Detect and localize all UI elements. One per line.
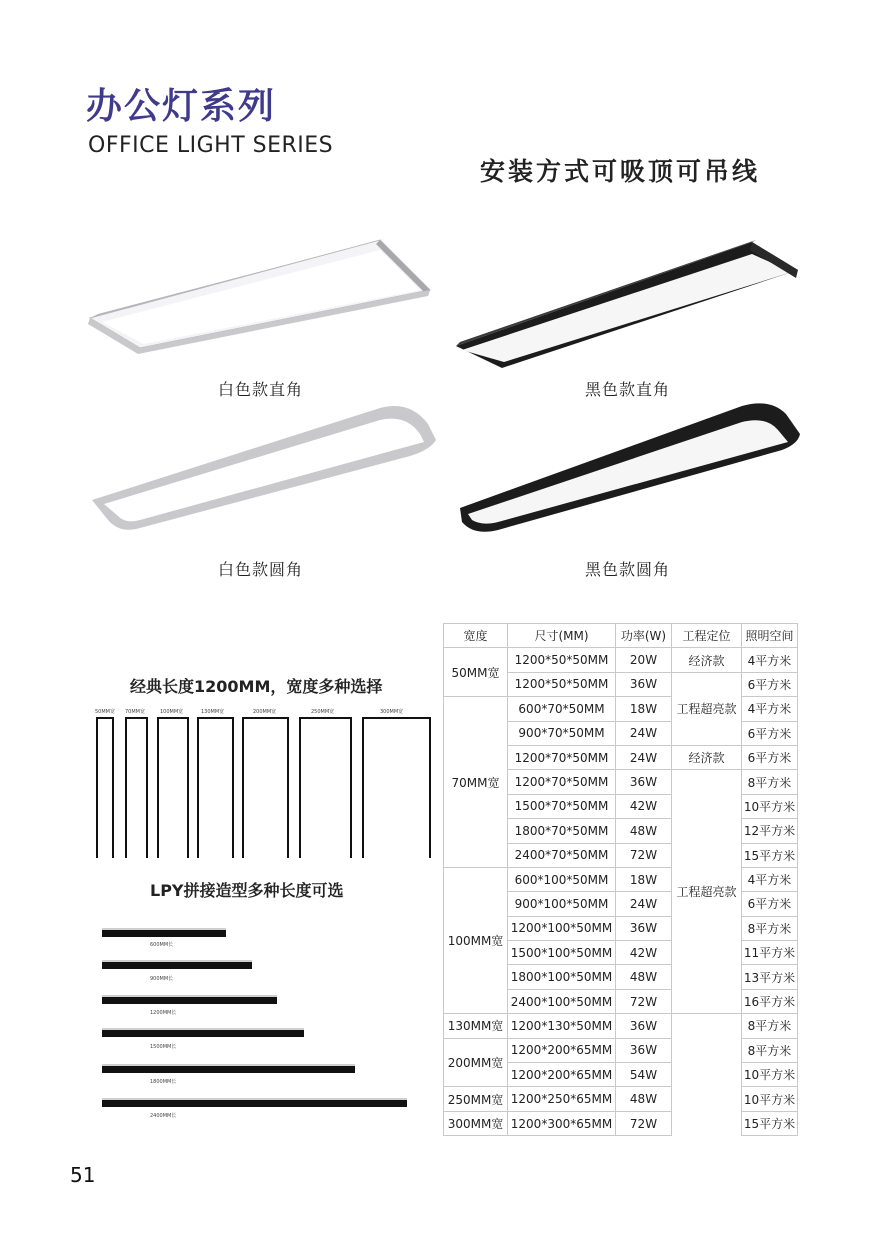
- bar-2400: [102, 1100, 407, 1107]
- page-number: 51: [70, 1163, 96, 1187]
- space-cell: 6平方米: [742, 721, 798, 745]
- size-cell: 600*100*50MM: [508, 867, 616, 891]
- position-cell: 工程超亮款: [672, 770, 742, 1014]
- profile-70: [126, 718, 147, 858]
- size-cell: 1200*50*50MM: [508, 648, 616, 672]
- space-cell: 8平方米: [742, 916, 798, 940]
- table-header-row: [444, 624, 798, 648]
- position-cell-empty: [672, 1014, 742, 1136]
- length-label: 1200MM长: [150, 1010, 177, 1016]
- black-square-light-image: [452, 230, 812, 370]
- size-cell: 1500*100*50MM: [508, 941, 616, 965]
- width-profiles: [95, 708, 435, 858]
- power-cell: 72W: [616, 843, 672, 867]
- white-square-light-image: [80, 230, 440, 360]
- bar-600: [102, 930, 226, 937]
- header-position: 工程定位: [672, 624, 742, 648]
- size-cell: 1200*300*65MM: [508, 1111, 616, 1135]
- header-space: 照明空间: [742, 624, 798, 648]
- power-cell: 24W: [616, 721, 672, 745]
- bar-1200: [102, 997, 277, 1004]
- table-row: [444, 1014, 798, 1038]
- size-cell: 2400*70*50MM: [508, 843, 616, 867]
- space-cell: 12平方米: [742, 819, 798, 843]
- power-cell: 54W: [616, 1063, 672, 1087]
- size-cell: 2400*100*50MM: [508, 989, 616, 1013]
- header-power: 功率(W): [616, 624, 672, 648]
- position-cell: 工程超亮款: [672, 672, 742, 745]
- space-cell: 8平方米: [742, 1014, 798, 1038]
- space-cell: 13平方米: [742, 965, 798, 989]
- power-cell: 36W: [616, 672, 672, 696]
- table-row: [444, 867, 798, 891]
- size-cell: 900*100*50MM: [508, 892, 616, 916]
- length-label: 900MM长: [150, 976, 174, 982]
- header-size: 尺寸(MM): [508, 624, 616, 648]
- bar-900: [102, 962, 252, 969]
- space-cell: 16平方米: [742, 989, 798, 1013]
- page-title: 办公灯系列: [86, 86, 277, 127]
- space-cell: 6平方米: [742, 892, 798, 916]
- table-row: [444, 697, 798, 721]
- space-cell: 10平方米: [742, 1087, 798, 1111]
- width-label: 300MM宽: [380, 709, 404, 715]
- size-cell: 600*70*50MM: [508, 697, 616, 721]
- size-cell: 1200*200*65MM: [508, 1038, 616, 1062]
- size-cell: 1200*70*50MM: [508, 770, 616, 794]
- space-cell: 15平方米: [742, 843, 798, 867]
- power-cell: 42W: [616, 794, 672, 818]
- size-cell: 1200*50*50MM: [508, 672, 616, 696]
- power-cell: 36W: [616, 1014, 672, 1038]
- profile-200: [243, 718, 288, 858]
- table-row: [444, 1087, 798, 1111]
- product-caption-white-square: 白色款直角: [218, 380, 304, 399]
- profile-300: [363, 718, 430, 858]
- group-cell: 70MM宽: [444, 697, 508, 868]
- page-subtitle: OFFICE LIGHT SERIES: [88, 133, 334, 158]
- space-cell: 4平方米: [742, 867, 798, 891]
- power-cell: 48W: [616, 819, 672, 843]
- product-caption-white-round: 白色款圆角: [218, 560, 304, 579]
- position-cell: 经济款: [672, 745, 742, 769]
- group-cell: 130MM宽: [444, 1014, 508, 1038]
- space-cell: 6平方米: [742, 672, 798, 696]
- length-bars: [100, 920, 420, 1125]
- white-round-light-image: [80, 400, 440, 540]
- profile-250: [300, 718, 351, 858]
- widths-heading: 经典长度1200MM，宽度多种选择: [130, 677, 383, 696]
- size-cell: 1200*70*50MM: [508, 745, 616, 769]
- power-cell: 48W: [616, 965, 672, 989]
- power-cell: 42W: [616, 941, 672, 965]
- size-cell: 1800*70*50MM: [508, 819, 616, 843]
- space-cell: 6平方米: [742, 745, 798, 769]
- space-cell: 11平方米: [742, 941, 798, 965]
- size-cell: 1200*200*65MM: [508, 1063, 616, 1087]
- profile-50: [97, 718, 113, 858]
- install-note: 安装方式可吸顶可吊线: [480, 157, 761, 186]
- header-width: 宽度: [444, 624, 508, 648]
- space-cell: 8平方米: [742, 1038, 798, 1062]
- size-cell: 1800*100*50MM: [508, 965, 616, 989]
- size-cell: 1500*70*50MM: [508, 794, 616, 818]
- space-cell: 8平方米: [742, 770, 798, 794]
- space-cell: 15平方米: [742, 1111, 798, 1135]
- power-cell: 18W: [616, 867, 672, 891]
- power-cell: 36W: [616, 916, 672, 940]
- profile-100: [158, 718, 188, 858]
- group-cell: 200MM宽: [444, 1038, 508, 1087]
- size-cell: 900*70*50MM: [508, 721, 616, 745]
- power-cell: 36W: [616, 1038, 672, 1062]
- black-round-light-image: [452, 398, 812, 538]
- power-cell: 18W: [616, 697, 672, 721]
- size-cell: 1200*130*50MM: [508, 1014, 616, 1038]
- space-cell: 10平方米: [742, 1063, 798, 1087]
- spec-table: [443, 623, 798, 1136]
- table-row: [444, 1111, 798, 1135]
- table-row: [444, 648, 798, 672]
- product-caption-black-round: 黑色款圆角: [585, 560, 671, 579]
- power-cell: 24W: [616, 892, 672, 916]
- power-cell: 72W: [616, 1111, 672, 1135]
- width-label: 100MM宽: [160, 709, 184, 715]
- length-label: 600MM长: [150, 942, 174, 948]
- width-label: 70MM宽: [125, 709, 145, 715]
- width-label: 250MM宽: [311, 709, 335, 715]
- width-label: 130MM宽: [201, 709, 225, 715]
- profile-130: [198, 718, 233, 858]
- length-label: 2400MM长: [150, 1113, 177, 1119]
- power-cell: 72W: [616, 989, 672, 1013]
- power-cell: 48W: [616, 1087, 672, 1111]
- width-label: 200MM宽: [253, 709, 277, 715]
- bar-1500: [102, 1030, 304, 1037]
- length-label: 1500MM长: [150, 1044, 177, 1050]
- width-label: 50MM宽: [95, 709, 115, 715]
- space-cell: 4平方米: [742, 697, 798, 721]
- power-cell: 20W: [616, 648, 672, 672]
- group-cell: 100MM宽: [444, 867, 508, 1013]
- group-cell: 50MM宽: [444, 648, 508, 697]
- space-cell: 4平方米: [742, 648, 798, 672]
- length-label: 1800MM长: [150, 1079, 177, 1085]
- group-cell: 250MM宽: [444, 1087, 508, 1111]
- size-cell: 1200*100*50MM: [508, 916, 616, 940]
- space-cell: 10平方米: [742, 794, 798, 818]
- bar-1800: [102, 1066, 355, 1073]
- size-cell: 1200*250*65MM: [508, 1087, 616, 1111]
- table-row: [444, 1038, 798, 1062]
- group-cell: 300MM宽: [444, 1111, 508, 1135]
- lengths-heading: LPY拼接造型多种长度可选: [150, 881, 344, 900]
- power-cell: 36W: [616, 770, 672, 794]
- product-caption-black-square: 黑色款直角: [585, 380, 671, 399]
- power-cell: 24W: [616, 745, 672, 769]
- position-cell: 经济款: [672, 648, 742, 672]
